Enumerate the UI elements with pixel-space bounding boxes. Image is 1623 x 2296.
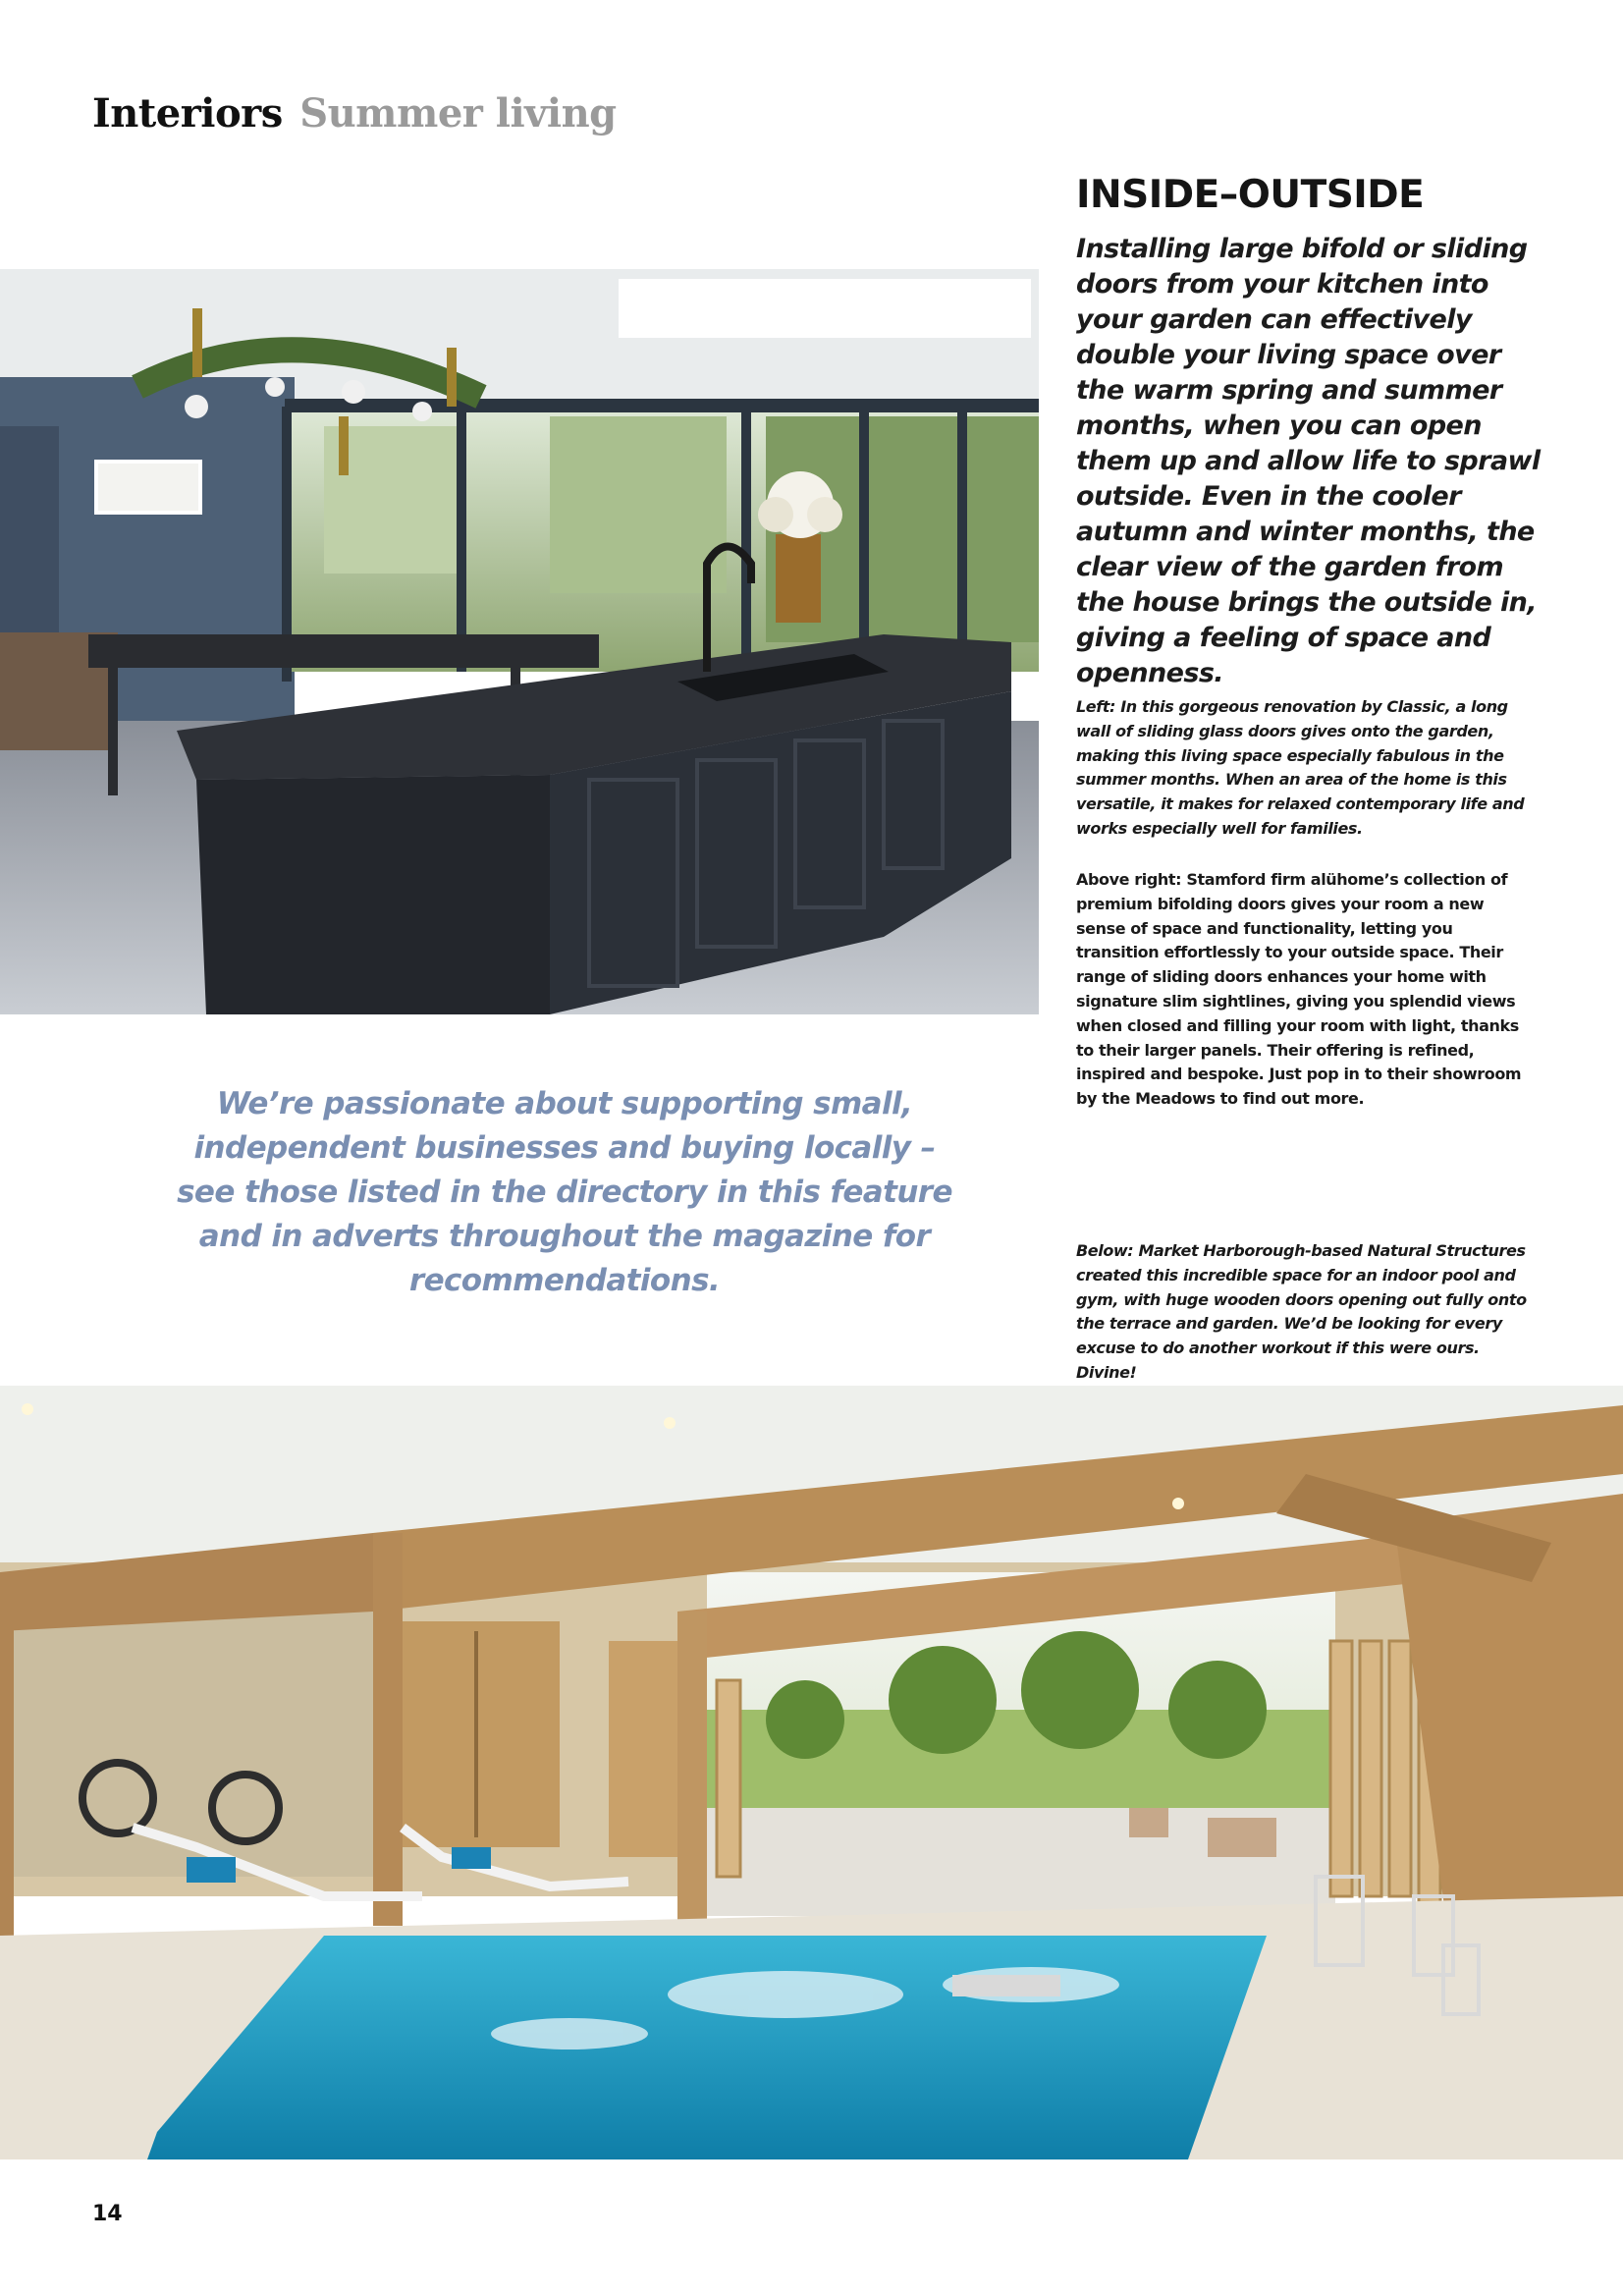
caption-below-lead: Below: Market Harborough-based: [1076, 1241, 1368, 1260]
article-intro: Installing large bifold or sliding doors from your kitchen into your garden can effectively double your living space over the warm spring and summer months, when you can open them up and allow life to sprawl outside. Even in the cooler autumn and winter months, the clear view of the garden from the house brings the outside in, giving a feeling of space and openness.: [1076, 234, 1541, 688]
caption-above-right: Above right: Stamford firm alühome’s collection of premium bifolding doors gives your room a new sense of space and functionality, letting you transition effortlessly to your outside space. Their range of sliding doors enhances your home with signature slim sightlines, giving you splendid views when closed and filling your room with light, thanks to their larger panels. Their offering is refined, inspired and bespoke. Just pop in to their showroom by the Meadows to find out more.: [1076, 870, 1522, 1109]
article-headline: INSIDE–OUTSIDE: [1076, 173, 1425, 217]
kitchen-photo: [0, 269, 1039, 1014]
page-number: 14: [92, 2202, 123, 2226]
caption-below-body: created this incredible space for an indoor pool and gym, with huge wooden doors opening out fully onto the terrace and garden. We’d be looking for every excuse to do another workout if this were ours. Divine!: [1076, 1265, 1527, 1382]
caption-below-brand: Natural Structures: [1367, 1241, 1526, 1260]
pool-photo: [0, 1386, 1623, 2159]
caption-below: [1076, 1239, 1538, 1386]
section-header: [92, 90, 617, 137]
pull-quote: We’re passionate about supporting small, independent businesses and buying locally – see those listed in the directory in this feature and in adverts throughout the magazine for recommendations.: [177, 1086, 952, 1298]
caption-left: Left: In this gorgeous renovation by Classic, a long wall of sliding glass doors gives onto the garden, making this living space especially fabulous in the summer months. When an area of the home is this versatile, it makes for relaxed contemporary life and works especially well for families.: [1076, 697, 1525, 838]
subsection-title: Summer living: [299, 90, 617, 137]
section-title: Interiors: [92, 90, 283, 137]
